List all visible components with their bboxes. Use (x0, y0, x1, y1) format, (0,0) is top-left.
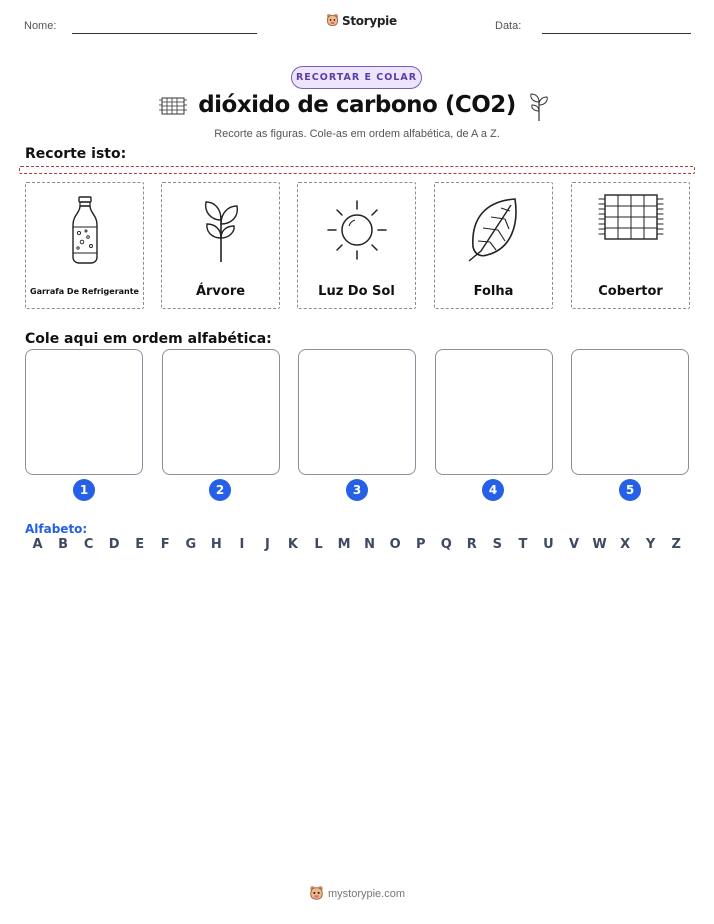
alphabet-letter: N (364, 537, 376, 552)
paste-box-2[interactable] (162, 349, 280, 475)
alphabet-letter: Q (440, 537, 452, 552)
cut-card-blanket[interactable] (571, 182, 690, 309)
alphabet-letter: V (568, 537, 580, 552)
paste-box-5[interactable] (571, 349, 689, 475)
alphabet-letter: K (287, 537, 298, 552)
soda-bottle-icon (65, 195, 105, 265)
mascot-icon (309, 885, 324, 902)
alphabet-letter: R (466, 537, 477, 552)
alphabet-letter: S (492, 537, 503, 552)
date-line (542, 33, 691, 34)
card-label: Garrafa De Refrigerante (30, 287, 139, 296)
card-label: Folha (473, 284, 514, 299)
tree-icon (196, 196, 246, 264)
alphabet-letter: F (160, 537, 170, 552)
number-badge-3: 3 (346, 479, 368, 501)
alphabet-letter: U (543, 537, 554, 552)
brand-name: Storypie (342, 13, 397, 28)
instructions: Recorte as figuras. Cole-as em ordem alfabética, de A a Z. (214, 128, 500, 140)
cut-card-leaf[interactable] (434, 182, 553, 309)
cut-heading: Recorte isto: (25, 146, 127, 162)
card-label: Cobertor (598, 284, 663, 299)
blanket-icon (598, 192, 664, 242)
tree-icon (528, 92, 550, 122)
cut-card-sun[interactable] (297, 182, 416, 309)
alphabet-title: Alfabeto: (25, 522, 88, 536)
sun-icon (325, 198, 389, 262)
alphabet-letter: E (135, 537, 145, 552)
number-badge-2: 2 (209, 479, 231, 501)
paste-box-4[interactable] (435, 349, 553, 475)
cut-card-soda-bottle[interactable] (25, 182, 144, 309)
alphabet-letter: H (210, 537, 222, 552)
number-badge-4: 4 (482, 479, 504, 501)
alphabet-letter: J (265, 537, 270, 552)
alphabet-letter: A (32, 537, 43, 552)
alphabet-letter: L (314, 537, 323, 552)
name-line (72, 33, 257, 34)
paste-heading: Cole aqui em ordem alfabética: (25, 331, 272, 347)
footer (0, 885, 714, 902)
alphabet-letter: D (108, 537, 120, 552)
alphabet-row (25, 537, 689, 552)
number-badge-1: 1 (73, 479, 95, 501)
alphabet-letter: I (239, 537, 245, 552)
footer-url[interactable]: mystorypie.com (327, 887, 406, 900)
alphabet-letter: M (337, 537, 351, 552)
page-title: dióxido de carbono (CO2) (198, 92, 516, 118)
date-label: Data: (495, 20, 522, 32)
card-label: Árvore (195, 284, 246, 299)
alphabet-letter: C (83, 537, 94, 552)
alphabet-letter: Y (645, 537, 656, 552)
card-label: Luz Do Sol (318, 284, 395, 299)
number-badge-5: 5 (619, 479, 641, 501)
alphabet-letter: O (389, 537, 401, 552)
paste-box-1[interactable] (25, 349, 143, 475)
alphabet-letter: T (518, 537, 528, 552)
cut-card-tree[interactable] (161, 182, 280, 309)
activity-badge: RECORTAR E COLAR (291, 66, 422, 89)
brand-logo (326, 13, 397, 28)
paste-box-3[interactable] (298, 349, 416, 475)
alphabet-letter: X (620, 537, 631, 552)
alphabet-letter: Z (671, 537, 681, 552)
cut-line (19, 166, 695, 174)
leaf-icon (465, 195, 523, 265)
alphabet-letter: G (185, 537, 197, 552)
name-label: Nome: (24, 20, 57, 32)
alphabet-letter: B (58, 537, 68, 552)
alphabet-letter: P (415, 537, 426, 552)
alphabet-letter: W (592, 537, 607, 552)
mascot-icon (326, 13, 339, 28)
